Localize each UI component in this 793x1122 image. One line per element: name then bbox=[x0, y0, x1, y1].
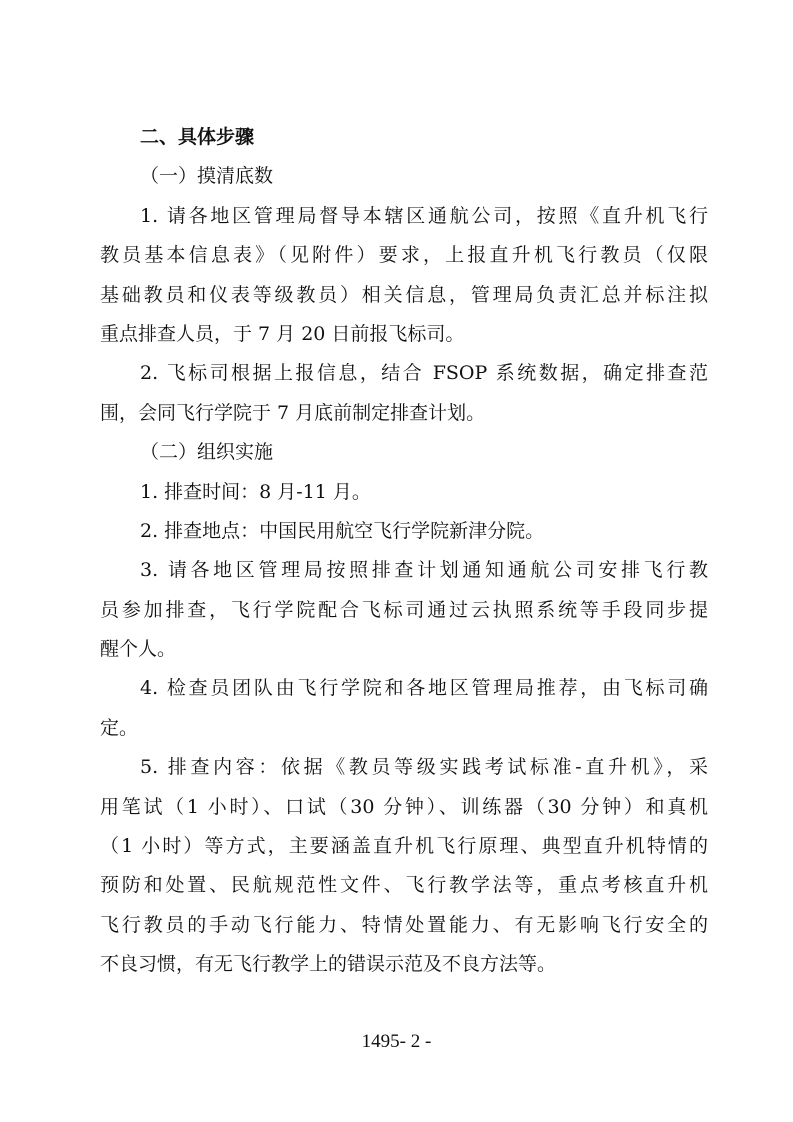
paragraph-line: 预防和处置、民航规范性文件、飞行教学法等，重点考核直升机 bbox=[100, 874, 708, 897]
document-body bbox=[100, 118, 708, 985]
paragraph-line: 不良习惯，有无飞行教学上的错误示范及不良方法等。 bbox=[100, 953, 557, 976]
paragraph-line: 4. 检查员团队由飞行学院和各地区管理局推荐，由飞标司确 bbox=[140, 677, 708, 700]
paragraph-line: 教员基本信息表》（见附件）要求，上报直升机飞行教员（仅限 bbox=[100, 244, 708, 267]
subsection-heading: （一）摸清底数 bbox=[140, 165, 274, 188]
paragraph-line: 2. 飞标司根据上报信息，结合 FSOP 系统数据，确定排查范 bbox=[140, 362, 708, 385]
paragraph-line: 员参加排查，飞行学院配合飞标司通过云执照系统等手段同步提 bbox=[100, 598, 708, 621]
paragraph-line: 3. 请各地区管理局按照排查计划通知通航公司安排飞行教 bbox=[140, 559, 708, 582]
paragraph-line: （1 小时）等方式，主要涵盖直升机飞行原理、典型直升机特情的 bbox=[100, 835, 708, 858]
paragraph-line: 5. 排查内容：依据《教员等级实践考试标准-直升机》，采 bbox=[140, 756, 708, 779]
paragraph-line: 2. 排查地点：中国民用航空飞行学院新津分院。 bbox=[140, 519, 545, 542]
subsection-heading: （二）组织实施 bbox=[140, 441, 274, 464]
paragraph-line: 飞行教员的手动飞行能力、特情处置能力、有无影响飞行安全的 bbox=[100, 913, 708, 936]
page-number: 1495- 2 - bbox=[361, 1031, 432, 1052]
paragraph-line: 1. 排查时间：8 月-11 月。 bbox=[140, 480, 371, 503]
paragraph-line: 醒个人。 bbox=[100, 638, 177, 661]
paragraph-line: 基础教员和仪表等级教员）相关信息，管理局负责汇总并标注拟 bbox=[100, 283, 708, 306]
paragraph-line: 1. 请各地区管理局督导本辖区通航公司，按照《直升机飞行 bbox=[140, 204, 708, 227]
paragraph-line: 用笔试（1 小时）、口试（30 分钟）、训练器（30 分钟）和真机 bbox=[100, 795, 708, 818]
section-heading: 二、具体步骤 bbox=[140, 126, 255, 148]
paragraph-line: 围，会同飞行学院于 7 月底前制定排查计划。 bbox=[100, 401, 486, 424]
paragraph-line: 定。 bbox=[100, 716, 139, 739]
paragraph-line: 重点排查人员，于 7 月 20 日前报飞标司。 bbox=[100, 322, 465, 345]
